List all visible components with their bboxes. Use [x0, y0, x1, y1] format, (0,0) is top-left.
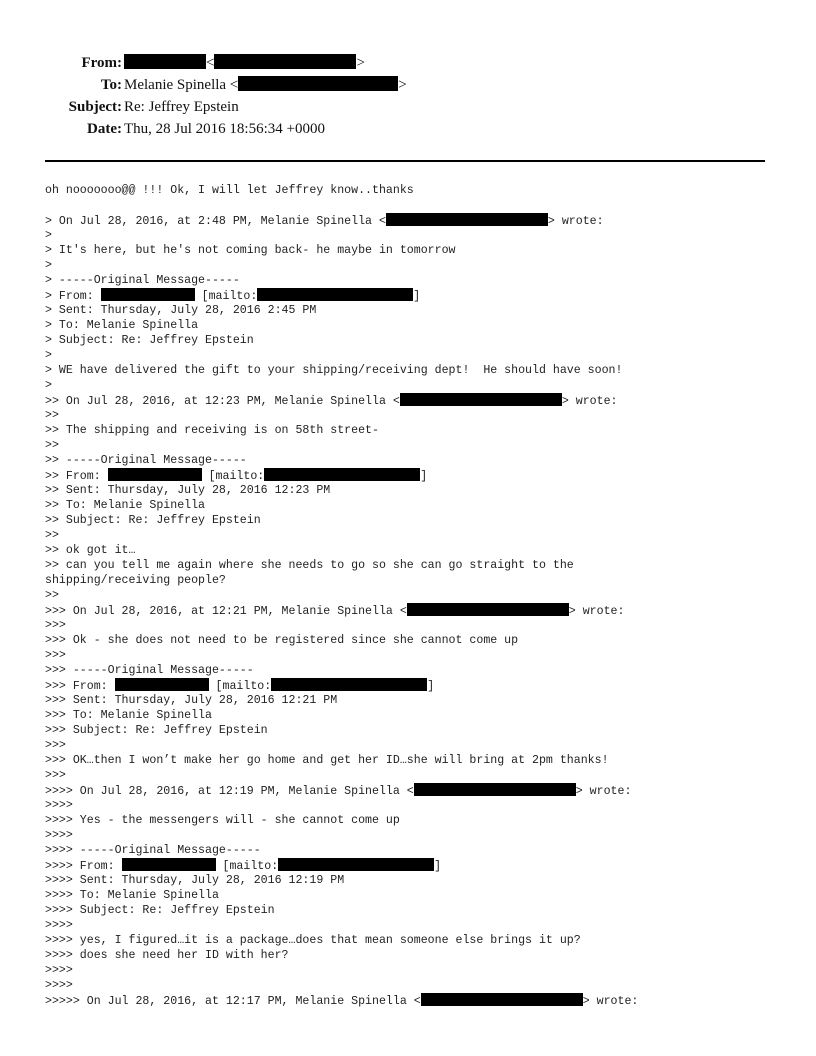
- body-line: [45, 753, 775, 768]
- body-text: >>>>: [45, 829, 73, 842]
- body-line: [45, 798, 775, 813]
- email-body: [45, 183, 775, 1008]
- body-text: >>>> does she need her ID with her?: [45, 949, 289, 962]
- body-text: >> From:: [45, 470, 108, 483]
- redaction-box: [214, 54, 356, 69]
- body-text: > On Jul 28, 2016, at 2:48 PM, Melanie Spinella <: [45, 215, 386, 228]
- body-text: >> Sent: Thursday, July 28, 2016 12:23 PM: [45, 484, 331, 497]
- body-line: [45, 663, 775, 678]
- body-text: >: [45, 379, 52, 392]
- body-line: [45, 783, 775, 798]
- header-divider: [45, 160, 765, 162]
- body-text: >> Subject: Re: Jeffrey Epstein: [45, 514, 261, 527]
- body-line: [45, 303, 775, 318]
- body-text: >> can you tell me again where she needs to go so she can go straight to the: [45, 559, 574, 572]
- body-line: [45, 408, 775, 423]
- body-line: [45, 573, 775, 588]
- body-line: [45, 903, 775, 918]
- body-line: [45, 888, 775, 903]
- body-line: [45, 453, 775, 468]
- body-line: [45, 438, 775, 453]
- redaction-box: [122, 858, 216, 871]
- body-text: >> On Jul 28, 2016, at 12:23 PM, Melanie Spinella <: [45, 395, 400, 408]
- body-text: >>: [45, 589, 59, 602]
- body-text: >> To: Melanie Spinella: [45, 499, 206, 512]
- body-text: [mailto:: [194, 290, 258, 303]
- body-line: [45, 708, 775, 723]
- to-label: To:: [100, 77, 122, 93]
- to-row: [0, 74, 816, 96]
- redaction-box: [421, 993, 583, 1006]
- body-text: ]: [434, 860, 442, 873]
- redaction-box: [124, 54, 206, 69]
- body-text: ]: [420, 470, 428, 483]
- body-text: > wrote:: [582, 995, 639, 1008]
- redaction-box: [238, 76, 398, 91]
- redaction-box: [400, 393, 562, 406]
- body-text: [mailto:: [201, 470, 265, 483]
- body-text: >>> To: Melanie Spinella: [45, 709, 212, 722]
- body-line: [45, 258, 775, 273]
- body-text: > wrote:: [547, 215, 604, 228]
- body-line: [45, 543, 775, 558]
- date-value: Thu, 28 Jul 2016 18:56:34 +0000: [124, 121, 325, 137]
- body-text: >>> On Jul 28, 2016, at 12:21 PM, Melanie Spinella <: [45, 605, 407, 618]
- body-text: >>>>> On Jul 28, 2016, at 12:17 PM, Melanie Spinella <: [45, 995, 421, 1008]
- body-line: [45, 483, 775, 498]
- body-text: >>>> Yes - the messengers will - she cannot come up: [45, 814, 400, 827]
- body-text: >>: [45, 439, 59, 452]
- body-line: [45, 813, 775, 828]
- redaction-box: [407, 603, 569, 616]
- body-text: >>: [45, 409, 59, 422]
- body-text: >>>> Sent: Thursday, July 28, 2016 12:19 PM: [45, 874, 345, 887]
- body-text: >: [45, 259, 52, 272]
- redaction-box: [108, 468, 202, 481]
- body-text: >>>> Subject: Re: Jeffrey Epstein: [45, 904, 275, 917]
- body-text: >>> From:: [45, 680, 115, 693]
- redaction-box: [278, 858, 434, 871]
- subject-value: Re: Jeffrey Epstein: [124, 99, 239, 115]
- redaction-box: [257, 288, 413, 301]
- body-line: [45, 333, 775, 348]
- body-text: >>>> yes, I figured…it is a package…does that mean someone else brings it up?: [45, 934, 581, 947]
- body-text: ]: [427, 680, 435, 693]
- body-line: [45, 648, 775, 663]
- body-line: [45, 363, 775, 378]
- redaction-box: [264, 468, 420, 481]
- body-text: ]: [413, 290, 421, 303]
- body-line: [45, 228, 775, 243]
- body-line: [45, 873, 775, 888]
- body-text: >>> -----Original Message-----: [45, 664, 254, 677]
- body-text: >>>>: [45, 979, 73, 992]
- body-text: >: [45, 349, 52, 362]
- body-line: [45, 588, 775, 603]
- body-line: [45, 948, 775, 963]
- body-line: [45, 678, 775, 693]
- body-line: [45, 633, 775, 648]
- body-line: [45, 423, 775, 438]
- body-line: [45, 198, 775, 213]
- body-text: oh nooooooo@@ !!! Ok, I will let Jeffrey know..thanks: [45, 184, 414, 197]
- body-line: [45, 963, 775, 978]
- body-line: [45, 468, 775, 483]
- body-text: >>>: [45, 769, 66, 782]
- body-line: [45, 318, 775, 333]
- subject-label: Subject:: [68, 99, 122, 115]
- body-line: [45, 918, 775, 933]
- body-line: [45, 978, 775, 993]
- body-text: > WE have delivered the gift to your shipping/receiving dept! He should have soon!: [45, 364, 623, 377]
- body-text: >>>>: [45, 919, 73, 932]
- body-line: [45, 693, 775, 708]
- body-text: >>> Ok - she does not need to be registered since she cannot come up: [45, 634, 519, 647]
- body-text: > It's here, but he's not coming back- he maybe in tomorrow: [45, 244, 456, 257]
- body-text: >>>: [45, 739, 66, 752]
- body-line: [45, 738, 775, 753]
- body-line: [45, 828, 775, 843]
- body-line: [45, 768, 775, 783]
- redaction-box: [115, 678, 209, 691]
- body-text: > wrote:: [561, 395, 618, 408]
- body-text: [mailto:: [208, 680, 272, 693]
- body-line: [45, 933, 775, 948]
- date-label: Date:: [87, 121, 122, 137]
- body-line: [45, 723, 775, 738]
- body-text: >>>>: [45, 799, 73, 812]
- body-text: >> ok got it…: [45, 544, 136, 557]
- body-line: [45, 183, 775, 198]
- body-text: >>>> To: Melanie Spinella: [45, 889, 219, 902]
- body-line: [45, 603, 775, 618]
- body-line: [45, 843, 775, 858]
- body-text: >>: [45, 529, 59, 542]
- body-text: shipping/receiving people?: [45, 574, 226, 587]
- body-line: [45, 858, 775, 873]
- body-text: >>>: [45, 649, 66, 662]
- body-line: [45, 213, 775, 228]
- body-text: > wrote:: [575, 785, 632, 798]
- redaction-box: [414, 783, 576, 796]
- body-text: >>> OK…then I won’t make her go home and get her ID…she will bring at 2pm thanks!: [45, 754, 609, 767]
- body-text: > wrote:: [568, 605, 625, 618]
- from-row: [0, 52, 816, 74]
- body-line: [45, 273, 775, 288]
- body-line: [45, 558, 775, 573]
- body-text: >>> Subject: Re: Jeffrey Epstein: [45, 724, 268, 737]
- body-line: [45, 348, 775, 363]
- body-line: [45, 378, 775, 393]
- to-value: Melanie Spinella < >: [124, 77, 407, 93]
- body-text: > Sent: Thursday, July 28, 2016 2:45 PM: [45, 304, 317, 317]
- body-text: >>>>: [45, 964, 73, 977]
- body-text: >>>> On Jul 28, 2016, at 12:19 PM, Melanie Spinella <: [45, 785, 414, 798]
- body-line: [45, 288, 775, 303]
- body-text: > Subject: Re: Jeffrey Epstein: [45, 334, 254, 347]
- body-line: [45, 993, 775, 1008]
- subject-row: [0, 96, 816, 118]
- body-text: >>>> -----Original Message-----: [45, 844, 261, 857]
- from-label: From:: [81, 55, 122, 71]
- body-line: [45, 618, 775, 633]
- body-line: [45, 393, 775, 408]
- body-text: >> The shipping and receiving is on 58th street-: [45, 424, 379, 437]
- date-row: [0, 118, 816, 140]
- body-text: [mailto:: [215, 860, 279, 873]
- redaction-box: [386, 213, 548, 226]
- body-text: > To: Melanie Spinella: [45, 319, 199, 332]
- body-text: > -----Original Message-----: [45, 274, 240, 287]
- body-text: >>> Sent: Thursday, July 28, 2016 12:21 PM: [45, 694, 338, 707]
- body-text: > From:: [45, 290, 101, 303]
- body-line: [45, 243, 775, 258]
- redaction-box: [271, 678, 427, 691]
- body-line: [45, 498, 775, 513]
- body-text: >: [45, 229, 52, 242]
- body-line: [45, 528, 775, 543]
- redaction-box: [101, 288, 195, 301]
- body-text: >> -----Original Message-----: [45, 454, 247, 467]
- body-text: >>>> From:: [45, 860, 122, 873]
- body-line: [45, 513, 775, 528]
- body-text: >>>: [45, 619, 66, 632]
- from-value: < >: [124, 52, 365, 74]
